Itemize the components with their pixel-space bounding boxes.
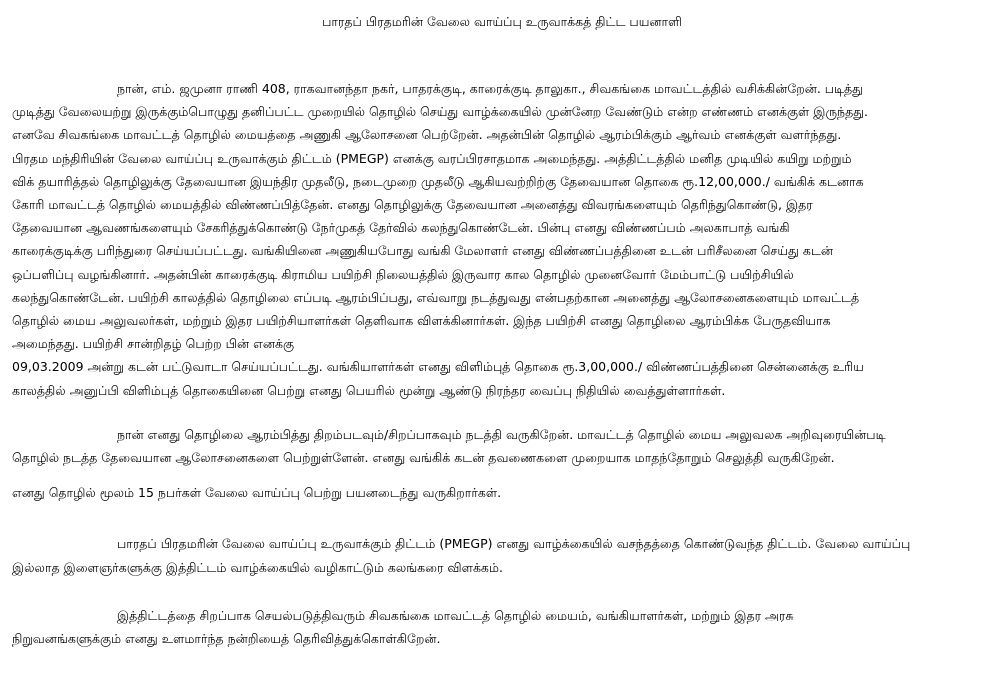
paragraph-line: நான் எனது தொழிலை ஆரம்பித்து திறம்படவும்/சிறப்பாகவும் நடத்தி வருகிறேன். மாவட்டத் தொழில் மைய அலுவலக அறிவுரையின்படி bbox=[117, 426, 886, 442]
document-title: பாரதப் பிரதமரின் வேலை வாய்ப்பு உருவாக்கத் திட்ட பயனாளி bbox=[322, 14, 682, 29]
paragraph-line: பாரதப் பிரதமரின் வேலை வாய்ப்பு உருவாக்கும் திட்டம் (PMEGP) எனது வாழ்க்கையில் வசந்தத்தை கொண்டுவந்த திட்டம். வேலை வாய்ப்பு bbox=[117, 536, 911, 552]
paragraph-line: தேவையான ஆவணங்களையும் சேகரித்துக்கொண்டு நேர்முகத் தேர்வில் கலந்துகொண்டேன். பின்பு எனது விண்ணப்பம் அலகாபாத் வங்கி bbox=[12, 220, 790, 236]
paragraph-line: தொழில் நடத்த தேவையான ஆலோசனைகளை பெற்றுள்ளேன். எனது வங்கிக் கடன் தவணைகளை முறையாக மாதந்தோறும் செலுத்தி வருகிறேன். bbox=[12, 450, 835, 466]
paragraph-line: ஒப்பளிப்பு வழங்கினார். அதன்பின் காரைக்குடி கிராமிய பயிற்சி நிலையத்தில் இருவார கால தொழில் முனைவோர் மேம்பாட்டு பயிற்சியில் bbox=[12, 266, 794, 282]
paragraph-line: பிரதம மந்திரியின் வேலை வாய்ப்பு உருவாக்கும் திட்டம் (PMEGP) எனக்கு வரப்பிரசாதமாக அமைந்தது. அத்திட்டத்தில் மனித முடியில் கயிறு மற்றும் bbox=[12, 150, 852, 166]
paragraph-line: விக் தயாரித்தல் தொழிலுக்கு தேவையான இயந்திர முதலீடு, நடைமுறை முதலீடு ஆகியவற்றிற்கு தேவையான தொகை ரூ.12,00,000./ வங்கிக் கடனாக bbox=[12, 173, 864, 189]
paragraph-line: எனவே சிவகங்கை மாவட்டத் தொழில் மையத்தை அணுகி ஆலோசனை பெற்றேன். அதன்பின் தொழில் ஆரம்பிக்கும் ஆர்வம் எனக்குள் வளர்ந்தது. bbox=[12, 127, 842, 143]
paragraph-line: இத்திட்டத்தை சிறப்பாக செயல்படுத்திவரும் சிவகங்கை மாவட்டத் தொழில் மையம், வங்கியாளர்கள், மற்றும் இதர அரசு bbox=[117, 607, 794, 623]
paragraph-line: நான், எம். ஜமுனா ராணி 408, ராகவானந்தா நகர், பாதரக்குடி, காரைக்குடி தாலுகா., சிவகங்கை மாவட்டத்தில் வசிக்கின்றேன். படித்து bbox=[117, 81, 864, 96]
paragraph-line: தொழில் மைய அலுவலர்கள், மற்றும் இதர பயிற்சியாளர்கள் தெளிவாக விளக்கினார்கள். இந்த பயிற்சி எனது தொழிலை ஆரம்பிக்க பேருதவியாக bbox=[12, 313, 831, 329]
paragraph-line: இல்லாத இளைஞர்களுக்கு இத்திட்டம் வாழ்க்கையில் வழிகாட்டும் கலங்கரை விளக்கம். bbox=[12, 559, 503, 575]
paragraph-business-progress bbox=[12, 423, 992, 469]
paragraph-scheme-impact bbox=[12, 532, 992, 578]
paragraph-gratitude bbox=[12, 604, 992, 650]
paragraph-line: காலத்தில் அனுப்பி விளிம்புத் தொகையினை பெற்று எனது பெயரில் மூன்று ஆண்டு நிரந்தர வைப்பு நிதியில் வைத்துள்ளார்கள். bbox=[12, 382, 726, 398]
paragraph-line: 09,03.2009 அன்று கடன் பட்டுவாடா செய்யப்பட்டது. வங்கியாளர்கள் எனது விளிம்புத் தொகை ரூ.3,00,000./ விண்ணப்பத்தினை சென்னைக்கு உரிய bbox=[12, 359, 864, 375]
paragraph-line: கோரி மாவட்டத் தொழில் மையத்தில் விண்ணப்பித்தேன். எனது தொழிலுக்கு தேவையான அனைத்து விவரங்களையும் தெரிந்துகொண்டு, இதர bbox=[12, 197, 813, 213]
paragraph-line: கலந்துகொண்டேன். பயிற்சி காலத்தில் தொழிலை எப்படி ஆரம்பிப்பது, எவ்வாறு நடத்துவது என்பதற்கான அனைத்து ஆலோசனைகளையும் மாவட்டத் bbox=[12, 289, 860, 305]
paragraph-introduction bbox=[12, 77, 992, 402]
paragraph-employment bbox=[12, 481, 992, 504]
paragraph-line: காரைக்குடிக்கு பரிந்துரை செய்யப்பட்டது. வங்கியினை அணுகியபோது வங்கி மேலாளர் எனது விண்ணப்பத்தினை உடன் பரிசீலனை செய்து கடன் bbox=[12, 243, 833, 259]
paragraph-line: நிறுவனங்களுக்கும் எனது உளமார்ந்த நன்றியைத் தெரிவித்துக்கொள்கிறேன். bbox=[12, 631, 441, 647]
paragraph-line: முடித்து வேலையற்று இருக்கும்பொழுது தனிப்பட்ட முறையில் தொழில் செய்து வாழ்க்கையில் முன்னேற வேண்டும் என்ற எண்ணம் எனக்குள் இருந்தது. bbox=[12, 104, 869, 120]
paragraph-line: எனது தொழில் மூலம் 15 நபர்கள் வேலை வாய்ப்பு பெற்று பயனடைந்து வருகிறார்கள். bbox=[12, 485, 502, 501]
paragraph-line: அமைந்தது. பயிற்சி சான்றிதழ் பெற்ற பின் எனக்கு bbox=[12, 336, 295, 352]
